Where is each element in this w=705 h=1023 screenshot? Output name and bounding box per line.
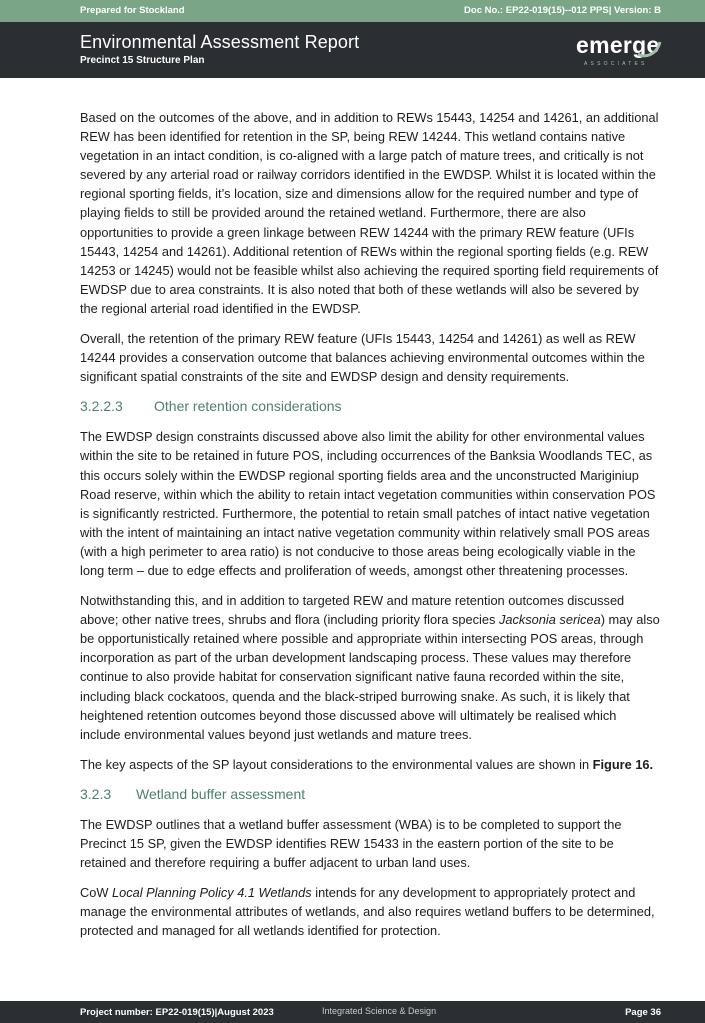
report-title: Environmental Assessment Report xyxy=(80,32,360,52)
section-heading xyxy=(80,397,660,415)
paragraph xyxy=(80,883,660,940)
paragraph xyxy=(80,755,660,774)
top-bar xyxy=(0,0,705,22)
paragraph: Based on the outcomes of the above, and in addition to REWs 15443, 14254 and 14261, an additional REW has been identified for retention in the SP, being REW 14244. This wetland contains native vegetation in an intact condition, is co-aligned with a large patch of mature trees, and critically is not severed by any arterial road or railway corridors identified in the EWDSP. Whilst it is located within the regional sporting fields, it’s location, size and dimensions allow for the required number and type of playing fields to still be provided around the retained wetland. Furthermore, there are also opportunities to provide a green linkage between REW 14244 with the primary REW feature (UFIs 15443, 14254 and 14261). Additional retention of REWs within the regional sporting fields (e.g. REW 14253 or 14245) would not be feasible whilst also achieving the required sporting field requirements of EWDSP due to area constraints. It is also noted that both of these wetlands will also be severed by the regional arterial road identified in the EWDSP. xyxy=(80,110,659,316)
emerge-logo xyxy=(574,32,666,72)
section-title: Wetland buffer assessment xyxy=(136,785,306,802)
prepared-for-label: Prepared for Stockland xyxy=(80,5,185,16)
page-footer xyxy=(0,1001,705,1023)
document-number-label: Doc No.: EP22-019(15)--012 PPS| Version: B xyxy=(464,5,661,16)
section-number: 3.2.3 xyxy=(80,785,112,802)
section-heading xyxy=(80,785,660,803)
paragraph: The EWDSP design constraints discussed above also limit the ability for other environmental values within the site to be retained in future POS, including occurrences of the Banksia Woodlands TEC, as this occurs solely within the EWDSP regional sporting fields area and the unconstructed Mariginiup Road reserve, within which the ability to retain intact vegetation communities within conservation POS is significantly restricted. Furthermore, the potential to retain small patches of intact native vegetation with the intent of maintaining an intact native vegetation community within relatively small POS areas (with a high perimeter to area ratio) is not conducive to those areas being ecologically viable in the long term – due to edge effects and proliferation of weeds, amongst other threatening processes. xyxy=(80,429,656,578)
section-title: Other retention considerations xyxy=(154,398,342,415)
paragraph: Overall, the retention of the primary REW feature (UFIs 15443, 14254 and 14261) as well as REW 14244 provides a conservation outcome that balances achieving environmental outcomes within the significant spatial constraints of the site and EWDSP design and density requirements. xyxy=(80,331,645,385)
logo-swoosh-icon xyxy=(634,32,664,62)
text-run: ) may also be opportunistically retained where possible and appropriate within intersecting POS areas, through incorporation as part of the urban development landscaping process. These values may therefore continue to also provide habitat for conservation significant native fauna recorded within the site, including black cockatoos, quenda and the black-striped burrowing snake. As such, it is likely that heightened retention outcomes beyond those discussed above will ultimately be realised which include environmental values beyond just wetlands and mature trees. xyxy=(80,612,660,742)
logo-wordmark: emerge xyxy=(576,32,660,58)
text-run: CoW xyxy=(80,885,112,901)
footer-tagline: Integrated Science & Design xyxy=(322,1006,437,1016)
text-run: The key aspects of the SP layout considerations to the environmental values are shown in xyxy=(80,756,593,772)
paragraph: The EWDSP outlines that a wetland buffer assessment (WBA) is to be completed to support the Precinct 15 SP, given the EWDSP identifies REW 15433 in the eastern portion of the site to be retained and therefore requiring a buffer adjacent to urban land uses. xyxy=(80,816,622,871)
text-run: Notwithstanding this, and in addition to targeted REW and mature retention outcomes discussed above; other native trees, shrubs and flora (including priority flora species xyxy=(80,593,625,628)
project-number-label: Project number: EP22-019(15)|August 2023 xyxy=(80,1007,274,1018)
figure-reference: Figure 16. xyxy=(592,756,654,772)
logo-subtext: ASSOCIATES xyxy=(584,61,648,67)
section-number: 3.2.2.3 xyxy=(80,398,123,415)
species-name: Jacksonia sericea xyxy=(498,612,601,628)
report-header xyxy=(0,22,705,78)
page-number: Page 36 xyxy=(625,1007,661,1018)
policy-name: Local Planning Policy 4.1 Wetlands xyxy=(112,885,312,901)
text-run: intends for any development to appropriately protect and manage the environmental attributes of wetlands, and also requires wetland buffers to be determined, protected and managed for all wetlands identified for protection. xyxy=(80,885,655,939)
paragraph xyxy=(80,591,660,744)
report-subtitle: Precinct 15 Structure Plan xyxy=(80,55,205,66)
report-body xyxy=(80,108,660,951)
